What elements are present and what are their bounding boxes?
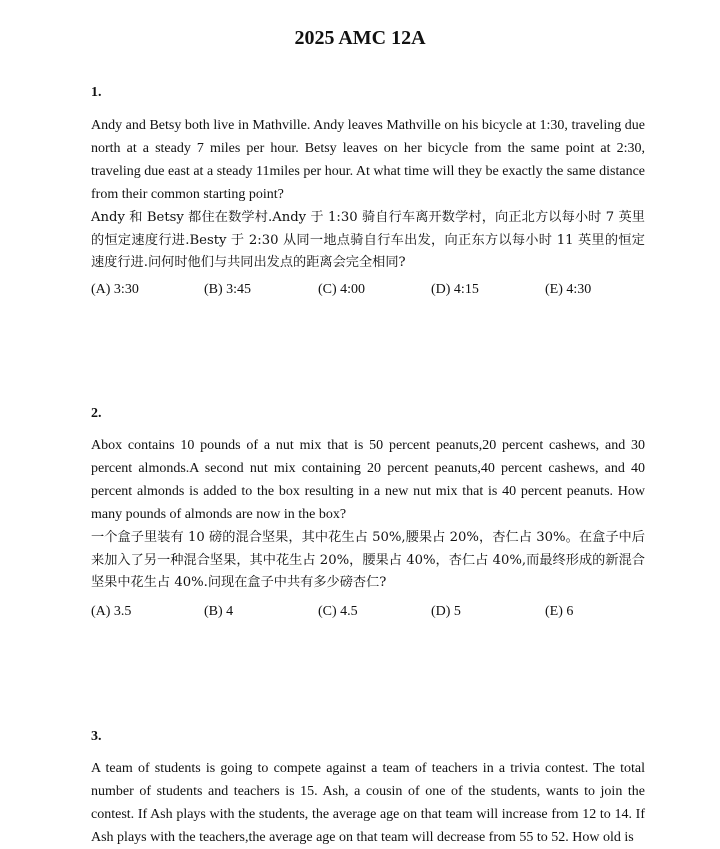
- question-2-number: 2.: [91, 406, 102, 421]
- choice-e: (E) 6: [545, 604, 574, 619]
- choice-a: (A) 3.5: [91, 604, 132, 619]
- choice-c: (C) 4.5: [318, 604, 358, 619]
- question-2-english: Abox contains 10 pounds of a nut mix that is 50 percent peanuts,20 percent cashews, and 30 percent almonds.A second nut mix containing 20 percent peanuts,40 percent cashews, and 40 percent almonds is added to the box resulting in a new nut mix that is 40 percent peanuts. How many pounds of almonds are now in the box?: [91, 438, 645, 522]
- choice-c: (C) 4:00: [318, 282, 366, 297]
- choice-e: (E) 4:30: [545, 282, 592, 297]
- question-1-choices: [91, 280, 651, 300]
- choice-b: (B) 3:45: [204, 282, 252, 297]
- question-1-chinese: Andy 和 Betsy 都住在数学村.Andy 于 1:30 骑自行车离开数学村，向正北方以每小时 7 英里的恒定速度行进.Besty 于 2:30 从同一地点骑自行车出发，向正东方以每小时 11 英里的恒定速度行进.问何时他们与共同出发点的距离会完全相同?: [91, 210, 645, 270]
- question-1-number: 1.: [91, 85, 102, 100]
- page-title: 2025 AMC 12A: [294, 27, 426, 49]
- question-2-choices: [91, 602, 651, 622]
- choice-b: (B) 4: [204, 604, 234, 619]
- question-2-chinese: 一个盒子里装有 10 磅的混合坚果，其中花生占 50%,腰果占 20%，杏仁占 30%。在盒子中后来加入了另一种混合坚果，其中花生占 20%，腰果占 40%，杏仁占 40%,而最终形成的新混合坚果中花生占 40%.问现在盒子中共有多少磅杏仁?: [91, 530, 645, 590]
- choice-d: (D) 5: [431, 604, 461, 619]
- choice-d: (D) 4:15: [431, 282, 479, 297]
- question-1-english: Andy and Betsy both live in Mathville. Andy leaves Mathville on his bicycle at 1:30, traveling due north at a steady 7 miles per hour. Betsy leaves on her bicycle from the same point at 2:30, traveling due east at a steady 11miles per hour. At what time will they be exactly the same distance from their common starting point?: [91, 118, 645, 202]
- choice-a: (A) 3:30: [91, 282, 139, 297]
- question-3-english: A team of students is going to compete against a team of teachers in a trivia contest. The total number of students and teachers is 15. Ash, a cousin of one of the students, wants to join the contest. If Ash plays with the students, the average age on that team will increase from 12 to 14. If Ash plays with the teachers,the average age on that team will decrease from 55 to 52. How old is: [91, 761, 645, 845]
- question-3-number: 3.: [91, 729, 102, 744]
